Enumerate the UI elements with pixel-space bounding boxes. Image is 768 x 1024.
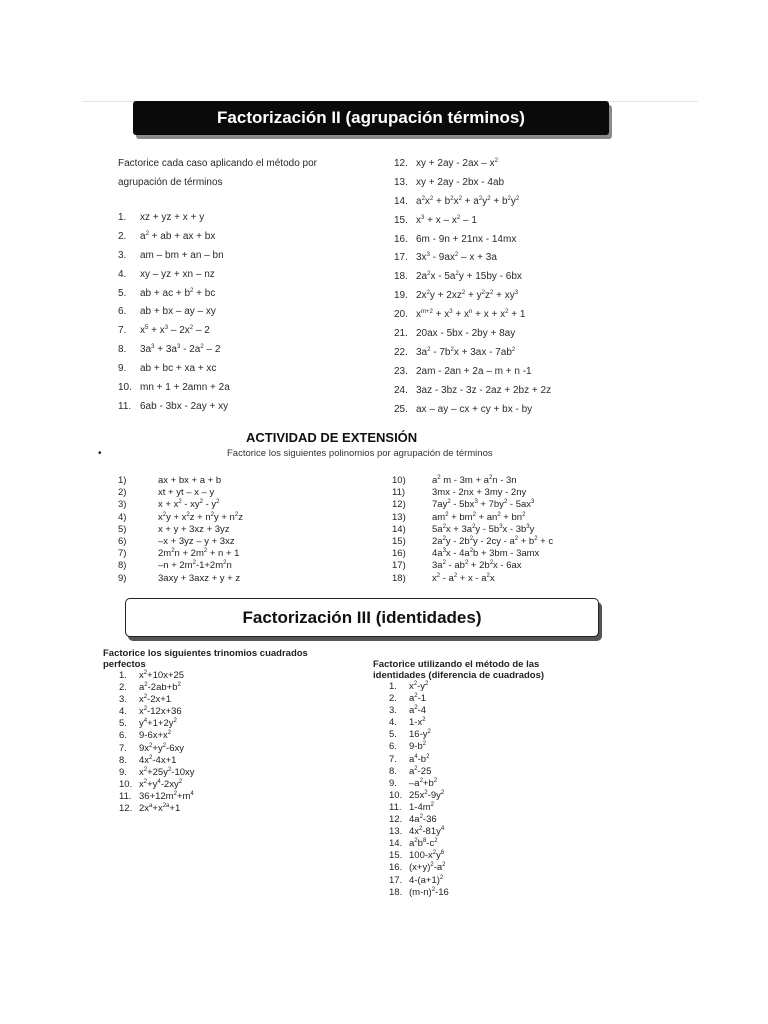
exercise-expression: $y^4+1+2y^2$ [139, 718, 177, 730]
exercise-item [394, 193, 714, 212]
exercise-expression: $x^2y + x^2z + n^2y + n^2z$ [158, 511, 243, 523]
exercise-item [389, 754, 613, 766]
exercise-expression: $2x^a+x^{2a}+1$ [139, 803, 181, 815]
exercise-item [119, 670, 343, 682]
exercise-item [119, 791, 343, 803]
section3-left-instruction-line2: perfectos [103, 659, 146, 670]
exercise-expression: $4x^2-81y^4$ [409, 826, 445, 838]
exercise-expression: 3az - 3bz - 3z - 2az + 2bz + 2z [416, 384, 552, 396]
exercise-number: 3. [119, 694, 127, 706]
extension-list-left [118, 475, 243, 585]
exercise-item [389, 729, 613, 741]
exercise-item [392, 499, 553, 511]
exercise-item [118, 487, 243, 499]
exercise-item [392, 536, 553, 548]
exercise-number: 9) [118, 572, 127, 584]
exercise-expression: 3axy + 3axz + y + z [158, 572, 241, 584]
exercise-number: 5. [118, 287, 127, 299]
exercise-expression: $a^2-4$ [409, 705, 427, 717]
exercise-item [118, 303, 378, 322]
section3-right-instruction-line2: identidades (diferencia de cuadrados) [373, 670, 545, 681]
exercise-expression: ax – ay – cx + cy + bx - by [416, 403, 533, 415]
exercise-expression: $x^2 - a^2 + x - a^2x$ [432, 572, 495, 584]
exercise-expression: $a^2x^2 + b^2x^2 + a^2y^2 + b^2y^2$ [416, 195, 520, 207]
exercise-item [118, 228, 378, 247]
exercise-number: 12. [119, 803, 133, 815]
exercise-number: 12) [392, 499, 406, 511]
section3-title-banner [125, 598, 599, 637]
exercise-item [119, 682, 343, 694]
exercise-number: 1. [119, 670, 127, 681]
section2-title: Factorización II (agrupación términos) [217, 108, 525, 127]
exercise-number: 14. [389, 838, 403, 850]
exercise-expression: ax + bx + a + b [158, 475, 222, 486]
exercise-item [119, 803, 343, 815]
exercise-expression: $4x^2-4x+1$ [139, 754, 177, 766]
section3-title: Factorización III (identidades) [242, 608, 482, 627]
exercise-item [119, 706, 343, 718]
exercise-item [394, 249, 714, 268]
exercise-number: 19. [394, 290, 408, 302]
exercise-number: 17. [389, 874, 403, 886]
exercise-expression: $3a^2 - ab^2 + 2b^2x - 6ax$ [432, 560, 522, 572]
exercise-expression: $25x^2-9y^2$ [409, 789, 445, 801]
exercise-number: 10. [119, 778, 133, 790]
exercise-item [392, 487, 553, 499]
exercise-number: 13. [389, 826, 403, 838]
exercise-number: 4. [118, 268, 127, 280]
exercise-item [389, 887, 613, 899]
exercise-expression: 2am - 2an + 2a – m + n -1 [416, 365, 532, 377]
exercise-expression: 6m - 9n + 21nx - 14mx [416, 233, 517, 245]
exercise-number: 1. [118, 212, 127, 223]
exercise-item [394, 212, 714, 231]
section3-left-column [103, 648, 343, 815]
exercise-expression: $9-6x+x^2$ [139, 730, 172, 742]
exercise-number: 9. [389, 777, 397, 789]
exercise-number: 16. [389, 862, 403, 874]
exercise-expression: $(x+y)^2-a^2$ [409, 862, 446, 874]
exercise-item [394, 287, 714, 306]
section3-right-column [373, 659, 613, 899]
exercise-number: 8. [389, 765, 397, 777]
exercise-number: 3) [118, 499, 127, 511]
exercise-number: 7) [118, 548, 127, 560]
exercise-expression: $100-x^2y^6$ [409, 850, 445, 862]
exercise-number: 10. [118, 382, 132, 394]
exercise-item [394, 231, 714, 250]
exercise-expression: 3mx - 2nx + 3my - 2ny [432, 487, 527, 499]
exercise-expression: $4-(a+1)^2$ [409, 874, 444, 886]
exercise-number: 17. [394, 252, 408, 264]
exercise-number: 3. [118, 249, 127, 261]
exercise-number: 9. [119, 766, 127, 778]
exercise-expression: $16-y^2$ [409, 729, 431, 741]
exercise-expression: $2m^2n + 2m^2 + n + 1$ [158, 548, 240, 560]
exercise-number: 10. [389, 789, 403, 801]
exercise-expression: $4a^3x - 4a^2b + 3bm - 3amx$ [432, 548, 540, 560]
exercise-number: 13. [394, 176, 408, 188]
exercise-item [389, 862, 613, 874]
exercise-item [119, 743, 343, 755]
section3-left-instruction [103, 648, 343, 670]
section3-right-instruction-line1: Factorice utilizando el método de las [373, 659, 540, 670]
exercise-expression: ab + bc + xa + xc [140, 363, 217, 375]
exercise-expression: $(m-n)^2-16$ [409, 886, 449, 898]
exercise-item [394, 344, 714, 363]
bullet-icon: • [98, 448, 102, 459]
exercise-expression: ab + ac + $b^2$ + bc [140, 287, 216, 299]
section2-exercise-list-left [118, 209, 378, 417]
exercise-expression: $x^2+y^4-2xy^2$ [139, 778, 183, 790]
exercise-expression: $1-4m^2$ [409, 801, 434, 813]
exercise-expression: $x^2-y^2$ [409, 681, 429, 692]
exercise-number: 13) [392, 511, 406, 523]
exercise-item [392, 512, 553, 524]
section2-instruction-line1: Factorice cada caso aplicando el método por [118, 158, 318, 169]
exercise-expression: $x^2-2x+1$ [139, 694, 172, 706]
exercise-expression: $4a^2-36$ [409, 814, 437, 826]
section2-left-column [118, 157, 378, 417]
exercise-number: 18. [389, 886, 403, 898]
exercise-number: 6. [119, 730, 127, 742]
exercise-expression: $9-b^2$ [409, 741, 427, 753]
exercise-item [389, 802, 613, 814]
exercise-number: 7. [119, 742, 127, 754]
exercise-item [119, 694, 343, 706]
exercise-item [118, 536, 243, 548]
exercise-expression: $-a^2+b^2$ [409, 777, 438, 789]
exercise-number: 15. [389, 850, 403, 862]
exercise-item [118, 341, 378, 360]
exercise-number: 14. [394, 195, 408, 207]
exercise-expression: $2a^2x - 5a^2y + 15by - 6bx$ [416, 271, 522, 283]
exercise-number: 24. [394, 384, 408, 396]
exercise-number: 9. [118, 363, 127, 375]
exercise-number: 11. [118, 400, 132, 412]
exercise-expression: $2a^2y - 2b^2y - 2cy - a^2 + b^2 + c$ [432, 535, 554, 547]
exercise-expression: $36+12m^2+m^4$ [139, 790, 194, 802]
exercise-number: 15. [394, 214, 408, 226]
section2-exercise-list-right [394, 155, 714, 419]
exercise-expression: xz + yz + x + y [140, 212, 205, 223]
exercise-item [118, 379, 378, 398]
exercise-item [389, 766, 613, 778]
exercise-number: 5. [119, 718, 127, 730]
exercise-number: 6. [389, 741, 397, 753]
exercise-number: 5. [389, 729, 397, 741]
exercise-item [389, 850, 613, 862]
exercise-item [118, 512, 243, 524]
exercise-item [118, 548, 243, 560]
exercise-number: 7. [389, 753, 397, 765]
exercise-number: 16) [392, 548, 406, 560]
exercise-item [394, 268, 714, 287]
exercise-number: 1. [389, 681, 397, 692]
exercise-item [119, 718, 343, 730]
exercise-expression: $a^4-b^2$ [409, 753, 430, 765]
exercise-expression: $-n + 2m^2-1+2m^2n$ [158, 560, 232, 572]
exercise-expression: $x^2-12x+36$ [139, 706, 182, 718]
exercise-expression: ab + bx – ay – xy [140, 306, 216, 318]
exercise-expression: $a^2$ + ab + ax + bx [140, 230, 216, 242]
exercise-expression: $3a^3 + 3a^3 - 2a^2 - 2$ [140, 344, 221, 356]
exercise-expression: $x^2+25y^2-10xy$ [139, 766, 195, 778]
exercise-number: 25. [394, 403, 408, 415]
exercise-item [118, 524, 243, 536]
exercise-number: 23. [394, 365, 408, 377]
exercise-expression: xt + yt – x – y [158, 487, 215, 499]
section3-right-instruction [373, 659, 613, 681]
exercise-item [118, 475, 243, 487]
exercise-item [389, 814, 613, 826]
exercise-number: 16. [394, 233, 408, 245]
exercise-number: 12. [389, 814, 403, 826]
exercise-expression: $x^2+10x+25$ [139, 670, 185, 681]
section2-title-banner [133, 101, 609, 135]
exercise-number: 8. [118, 344, 127, 356]
exercise-number: 20. [394, 309, 408, 321]
exercise-item [119, 755, 343, 767]
exercise-number: 1) [118, 475, 127, 486]
exercise-number: 4. [389, 717, 397, 729]
exercise-item [394, 174, 714, 193]
extension-instruction: Factorice los siguientes polinomios por agrupación de términos [227, 448, 493, 459]
exercise-number: 21. [394, 328, 408, 340]
exercise-item [118, 573, 243, 585]
trinomios-list [119, 670, 343, 815]
exercise-item [389, 717, 613, 729]
exercise-expression: $2x^2y + 2xz^2 + y^2z^2 + xy^3$ [416, 290, 519, 302]
exercise-expression: 20ax - 5bx - 2by + 8ay [416, 328, 516, 340]
exercise-item [389, 705, 613, 717]
exercise-expression: xy + $2ay - 2ax - x^2$ [416, 158, 498, 169]
exercise-expression: x + y + 3xz + 3yz [158, 523, 230, 535]
exercise-number: 11. [389, 801, 402, 813]
exercise-expression: $1-x^2$ [409, 717, 426, 729]
section2-right-column [394, 155, 714, 419]
exercise-item [389, 826, 613, 838]
exercise-item [389, 741, 613, 753]
extension-title: ACTIVIDAD DE EXTENSIÓN [246, 430, 418, 445]
exercise-expression: $a^2b^8-c^2$ [409, 838, 438, 850]
exercise-item [389, 681, 613, 693]
exercise-expression: $am^2 + bm^2 + an^2 + bn^2$ [432, 511, 526, 523]
exercise-number: 10) [392, 475, 406, 486]
exercise-number: 17) [392, 560, 406, 572]
exercise-number: 6. [118, 306, 127, 318]
exercise-expression: $5a^2x + 3a^2y - 5b^3x - 3b^3y$ [432, 523, 535, 535]
exercise-expression: –x + 3yz – y + 3xz [158, 535, 235, 547]
exercise-item [394, 155, 714, 174]
exercise-number: 2) [118, 487, 127, 499]
exercise-expression: am – bm + an – bn [140, 249, 224, 261]
exercise-number: 2. [389, 693, 397, 705]
exercise-number: 4. [119, 706, 127, 718]
exercise-item [389, 693, 613, 705]
exercise-item [394, 363, 714, 382]
exercise-expression: mn + 1 + 2amn + 2a [140, 382, 230, 394]
exercise-item [389, 778, 613, 790]
exercise-number: 22. [394, 346, 408, 358]
exercise-expression: $x^3 + x - x^2 - 1$ [416, 214, 477, 226]
exercise-item [118, 499, 243, 511]
exercise-item [392, 573, 553, 585]
exercise-item [392, 524, 553, 536]
exercise-item [389, 790, 613, 802]
exercise-number: 18. [394, 271, 408, 283]
section3-left-instruction-line1: Factorice los siguientes trinomios cuadrados [103, 648, 308, 659]
exercise-number: 6) [118, 535, 127, 547]
exercise-item [119, 730, 343, 742]
exercise-item [119, 779, 343, 791]
exercise-number: 7. [118, 325, 127, 337]
exercise-item [394, 382, 714, 401]
exercise-expression: $x^5 + x^3 - 2x^2 - 2$ [140, 325, 210, 337]
exercise-number: 2. [118, 230, 127, 242]
exercise-expression: $a^2-1$ [409, 693, 427, 705]
exercise-expression: xy – yz + xn – nz [140, 268, 215, 280]
exercise-item [392, 548, 553, 560]
exercise-number: 11. [119, 790, 132, 802]
exercise-number: 8. [119, 754, 127, 766]
exercise-expression: $a^2-2ab+b^2$ [139, 682, 181, 694]
exercise-number: 8) [118, 560, 127, 572]
exercise-item [392, 475, 553, 487]
exercise-number: 15) [392, 535, 406, 547]
exercise-expression: $3a^2 - 7b^2x + 3ax - 7ab^2$ [416, 346, 516, 358]
exercise-item [118, 398, 378, 417]
exercise-number: 18) [392, 572, 406, 584]
exercise-item [389, 838, 613, 850]
exercise-number: 4) [118, 511, 127, 523]
exercise-number: 14) [392, 523, 406, 535]
exercise-item [392, 560, 553, 572]
exercise-expression: $a^2$ $m - 3m + a^2n - 3n$ [432, 475, 517, 486]
exercise-expression: xy + 2ay - 2bx - 4ab [416, 176, 505, 188]
exercise-number: 2. [119, 682, 127, 694]
exercise-item [118, 322, 378, 341]
exercise-item [118, 209, 378, 228]
exercise-expression: 6ab - 3bx - 2ay + xy [140, 400, 229, 412]
extension-list-right [392, 475, 553, 585]
diferencia-cuadrados-list [389, 681, 613, 899]
exercise-expression: $9x^2+y^2-6xy$ [139, 742, 184, 754]
exercise-item [118, 266, 378, 285]
exercise-expression: $x^{m+2} + x^3 + x^n + x + x^2 + 1$ [416, 309, 526, 321]
exercise-item [118, 360, 378, 379]
exercise-item [394, 401, 714, 420]
exercise-expression: $a^2-25$ [409, 765, 432, 777]
exercise-item [118, 247, 378, 266]
exercise-number: 5) [118, 523, 127, 535]
section2-instruction-line2: agrupación de términos [118, 177, 223, 188]
exercise-item [119, 767, 343, 779]
exercise-item [394, 325, 714, 344]
exercise-number: 11) [392, 487, 406, 499]
exercise-expression: $3x^3 - 9ax^2 - x + 3a$ [416, 252, 497, 264]
exercise-item [118, 560, 243, 572]
exercise-item [389, 875, 613, 887]
exercise-expression: $7ay^2 - 5bx^3 + 7by^2 - 5ax^3$ [432, 499, 535, 511]
exercise-number: 12. [394, 158, 408, 169]
exercise-item [118, 285, 378, 304]
exercise-expression: $x + x^2 - xy^2 - y^2$ [158, 499, 220, 511]
exercise-item [394, 306, 714, 325]
exercise-number: 3. [389, 705, 397, 717]
